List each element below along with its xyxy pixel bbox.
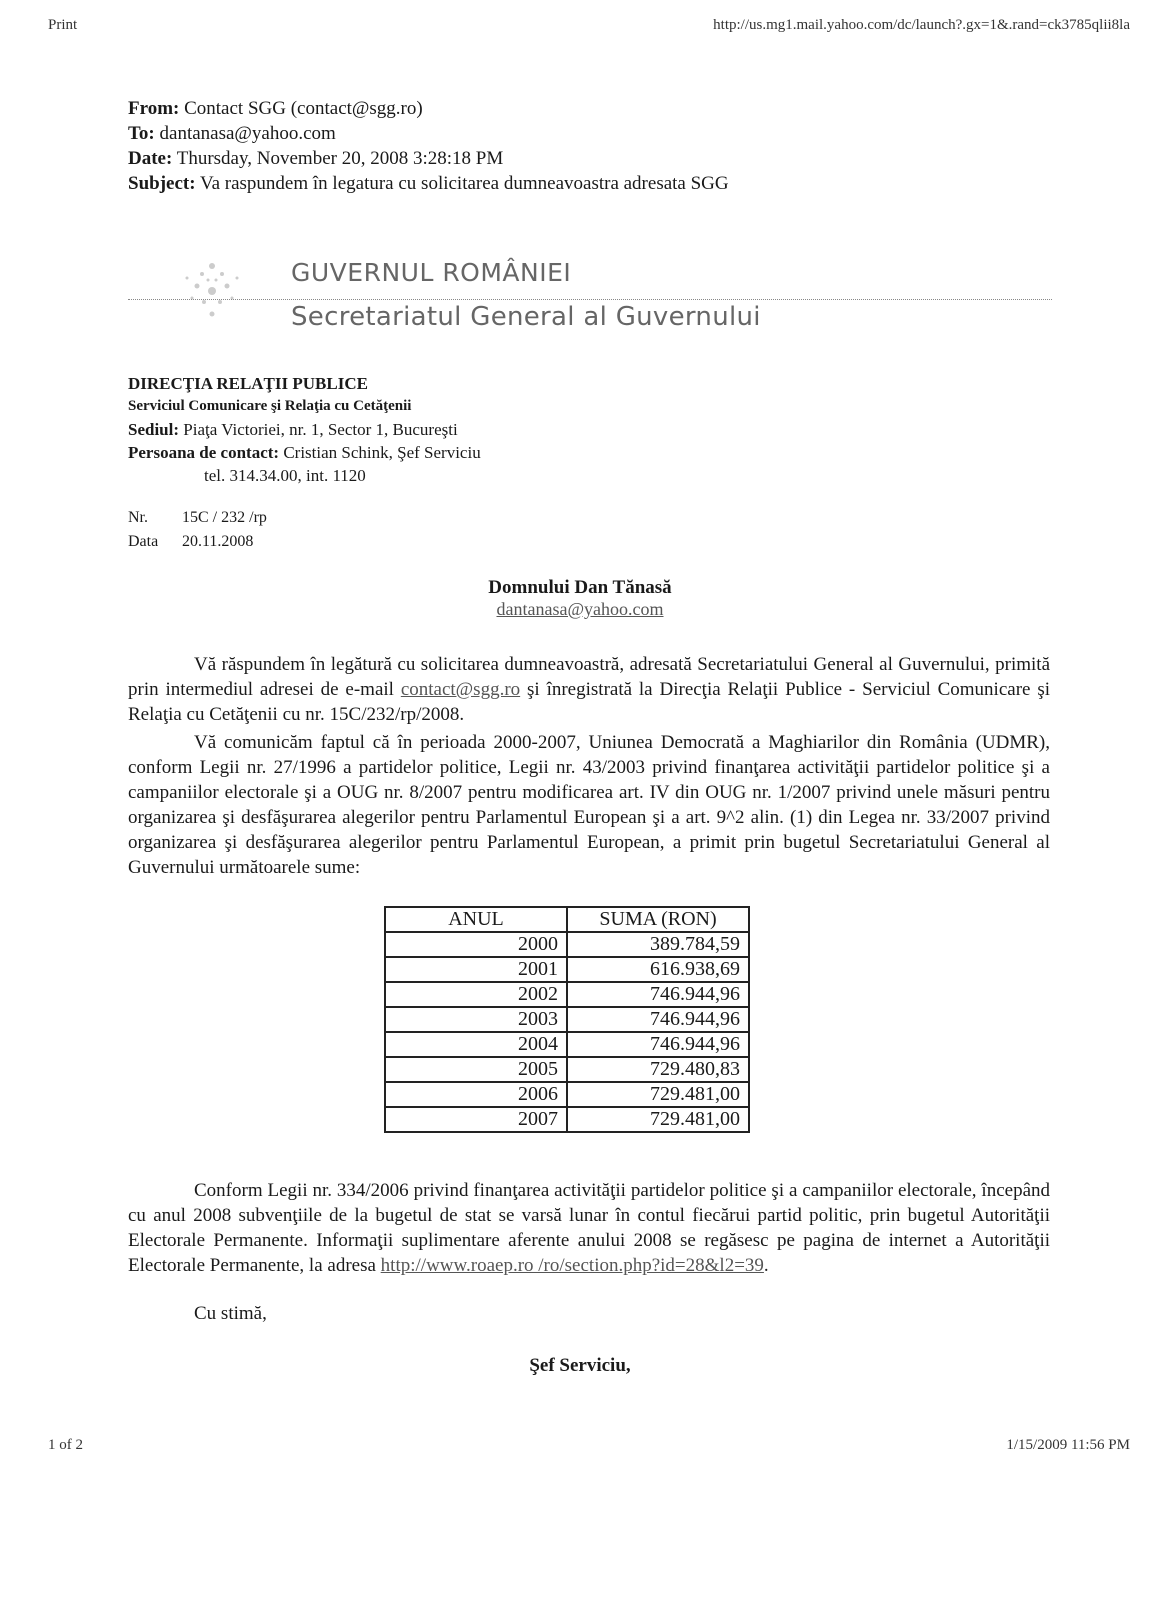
phone: tel. 314.34.00, int. 1120 — [204, 466, 366, 485]
reference-block — [128, 506, 267, 554]
email-date: Date: Thursday, November 20, 2008 3:28:18 PM — [128, 148, 504, 169]
email-subject: Subject: Va raspundem în legatura cu solicitarea dumneavoastra adresata SGG — [128, 173, 729, 194]
directorate: DIRECŢIA RELAŢII PUBLICE — [128, 374, 368, 393]
year-cell: 2007 — [385, 1107, 567, 1132]
print-header-url: http://us.mg1.mail.yahoo.com/dc/launch?.gx=1&.rand=ck3785qlii8la — [713, 17, 1130, 33]
year-cell: 2003 — [385, 1007, 567, 1032]
sum-cell: 729.480,83 — [567, 1057, 749, 1082]
table-row — [385, 982, 749, 1007]
table-row — [385, 1007, 749, 1032]
column-header-year: ANUL — [385, 907, 567, 932]
addressee — [0, 577, 1160, 620]
table-row — [385, 1057, 749, 1082]
sum-cell: 746.944,96 — [567, 1032, 749, 1057]
government-emblem-icon — [162, 236, 262, 336]
sum-cell: 746.944,96 — [567, 1007, 749, 1032]
year-cell: 2000 — [385, 932, 567, 957]
contact-email-link[interactable]: contact@sgg.ro — [400, 679, 521, 700]
table-row — [385, 932, 749, 957]
year-cell: 2005 — [385, 1057, 567, 1082]
table-header-row — [385, 907, 749, 932]
letterhead-divider — [128, 299, 1052, 300]
year-cell: 2006 — [385, 1082, 567, 1107]
sum-cell: 729.481,00 — [567, 1107, 749, 1132]
table-row — [385, 1082, 749, 1107]
email-to: To: dantanasa@yahoo.com — [128, 123, 336, 144]
contact-person: Persoana de contact: Cristian Schink, Şef Serviciu — [128, 443, 481, 462]
service: Serviciul Comunicare şi Relaţia cu Cetăţenii — [128, 398, 412, 414]
addressee-email[interactable]: dantanasa@yahoo.com — [496, 599, 664, 619]
letterhead-subtitle: Secretariatul General al Guvernului — [291, 302, 761, 332]
addressee-name: Domnului Dan Tănasă — [488, 577, 672, 598]
print-footer-timestamp: 1/15/2009 11:56 PM — [1006, 1437, 1130, 1453]
paragraph-2: Vă comunicăm faptul că în perioada 2000-2007, Uniunea Democrată a Maghiarilor din România (UDMR), conform Legii nr. 27/1996 a partidelor politice, Legii nr. 43/2003 privind finanţarea activităţii partidelor politice şi a campaniilor electorale şi a OUG nr. 8/2007 pentru modificarea art. IV din OUG nr. 1/2007 privind unele măsuri pentru organizarea şi desfăşurarea alegerilor pentru Parlamentul European şi a art. 9^2 alin. (1) din Legea nr. 33/2007 privind organizarea şi desfăşurarea alegerilor pentru Parlamentul European, a primit prin bugetul Secretariatului General al Guvernului următoarele sume: — [128, 732, 1050, 878]
funding-table — [384, 906, 750, 1133]
year-cell: 2002 — [385, 982, 567, 1007]
reference-date: Data 20.11.2008 — [128, 533, 254, 550]
letterhead-title: GUVERNUL ROMÂNIEI — [291, 258, 572, 287]
year-cell: 2004 — [385, 1032, 567, 1057]
roaep-link[interactable]: http://www.roaep.ro /ro/section.php?id=28&l2=39 — [380, 1255, 764, 1276]
closing: Cu stimă, — [194, 1303, 267, 1324]
table-row — [385, 1107, 749, 1132]
sum-cell: 729.481,00 — [567, 1082, 749, 1107]
paragraph-3: Conform Legii nr. 334/2006 privind finanţarea activităţii partidelor politice şi a campaniilor electorale, începând cu anul 2008 subvenţiile de la bugetul de stat se varsă lunar în contul fiecărui partid politic, prin bugetul Autorităţii Electorale Permanente. Informaţii suplimentare aferente anului 2008 se regăsesc pe pagina de internet a Autorităţii Electorale Permanente, la adresa http://www.roaep.ro /ro/section.php?id=28&l2=39. — [128, 1180, 1050, 1276]
email-header — [128, 96, 729, 196]
reference-number: Nr. 15C / 232 /rp — [128, 509, 267, 526]
paragraph-1: Vă răspundem în legătură cu solicitarea dumneavoastră, adresată Secretariatului General al Guvernului, primită prin intermediul adresei de e-mail contact@sgg.ro şi înregistrată la Direcţia Relaţii Publice - Serviciul Comunicare şi Relaţia cu Cetăţenii cu nr. 15C/232/rp/2008. — [128, 654, 1050, 725]
table-row — [385, 957, 749, 982]
table-row — [385, 1032, 749, 1057]
sum-cell: 616.938,69 — [567, 957, 749, 982]
year-cell: 2001 — [385, 957, 567, 982]
seat: Sediul: Piaţa Victoriei, nr. 1, Sector 1, Bucureşti — [128, 420, 458, 439]
email-from: From: Contact SGG (contact@sgg.ro) — [128, 98, 423, 119]
sum-cell: 389.784,59 — [567, 932, 749, 957]
print-header-left: Print — [48, 17, 78, 33]
column-header-sum: SUMA (RON) — [567, 907, 749, 932]
sum-cell: 746.944,96 — [567, 982, 749, 1007]
signature-title: Şef Serviciu, — [529, 1355, 631, 1376]
print-footer-page: 1 of 2 — [48, 1437, 83, 1453]
organization-block — [128, 372, 481, 487]
